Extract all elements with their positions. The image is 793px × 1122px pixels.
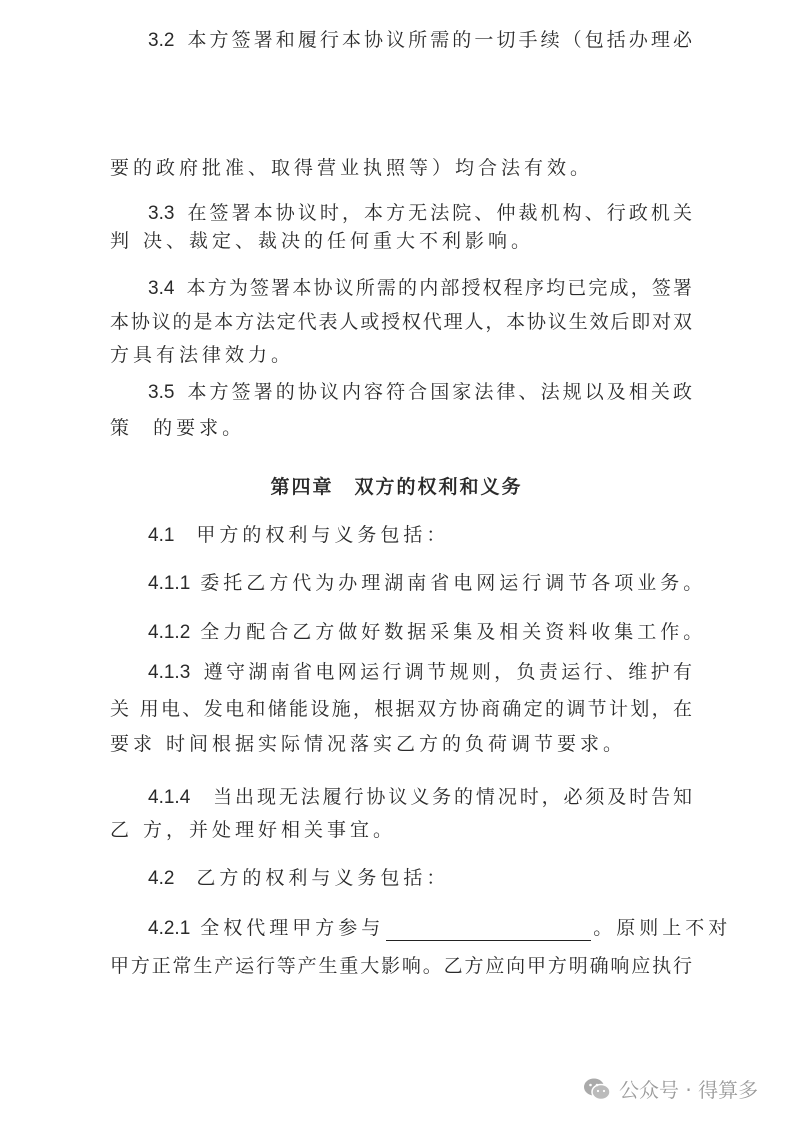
- clause-3-4-line3: 方具有法律效力。: [110, 344, 295, 366]
- clause-3-4-line2: 本协议的是本方法定代表人或授权代理人，本协议生效后即对双: [110, 311, 692, 333]
- clause-4-1-4-line1: 4.1.4 当出现无法履行协议义务的情况时，必须及时告知: [148, 786, 692, 808]
- clause-3-5-line1: 3.5 本方签署的协议内容符合国家法律、法规以及相关政: [148, 381, 692, 403]
- clause-3-5-line2: 策 的要求。: [110, 417, 246, 439]
- clause-4-1-3-line3: 要求 时间根据实际情况落实乙方的负荷调节要求。: [110, 733, 627, 755]
- clause-4-2-1-line2: 甲方正常生产运行等产生重大影响。乙方应向甲方明确响应执行: [110, 955, 692, 977]
- clause-4-2: 4.2 乙方的权利与义务包括：: [148, 867, 450, 889]
- clause-4-1-2: 4.1.2 全力配合乙方做好数据采集及相关资料收集工作。: [148, 621, 707, 643]
- wechat-icon: [583, 1077, 611, 1101]
- clause-3-4-line1: 3.4 本方为签署本协议所需的内部授权程序均已完成，签署: [148, 277, 692, 299]
- clause-4-1-3-line1: 4.1.3 遵守湖南省电网运行调节规则，负责运行、维护有: [148, 661, 692, 683]
- watermark: [583, 1074, 758, 1103]
- chapter-heading: 第四章 双方的权利和义务: [270, 476, 523, 498]
- blank-fill-line: [386, 920, 591, 941]
- clause-4-1-1: 4.1.1 委托乙方代为办理湖南省电网运行调节各项业务。: [148, 572, 707, 594]
- clause-4-1: 4.1 甲方的权利与义务包括：: [148, 524, 450, 546]
- clause-3-3-line2: 判 决、裁定、裁决的任何重大不利影响。: [110, 230, 535, 252]
- clause-4-1-3-line2: 关 用电、发电和储能设施，根据双方协商确定的调节计划，在: [110, 698, 692, 720]
- clause-3-2-line2: 要的政府批准、取得营业执照等）均合法有效。: [110, 157, 594, 179]
- clause-4-2-1-line1: 4.2.1 全权代理甲方参与 。原则上不对: [148, 917, 732, 939]
- clause-3-2-line1: 3.2 本方签署和履行本协议所需的一切手续（包括办理必: [148, 29, 692, 51]
- watermark-text: 公众号 · 得算多: [619, 1078, 759, 1102]
- clause-3-3-line1: 3.3 在签署本协议时，本方无法院、仲裁机构、行政机关: [148, 202, 692, 224]
- clause-4-1-4-line2: 乙 方，并处理好相关事宜。: [110, 819, 397, 841]
